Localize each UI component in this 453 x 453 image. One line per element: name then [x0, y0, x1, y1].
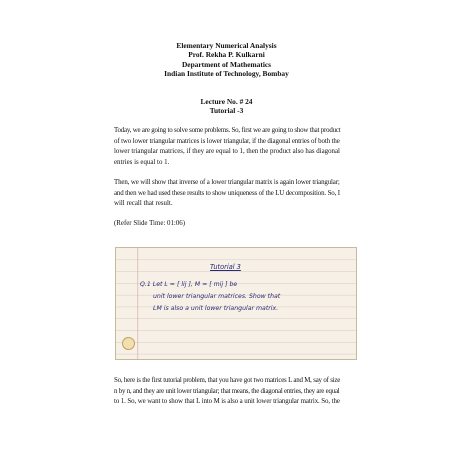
paragraph-line: and then we had used these results to show uniqueness of the LU decomposition. So, I: [114, 189, 340, 197]
slide-line-3: LM is also a unit lower triangular matrix.: [153, 305, 279, 312]
tutorial-number: Tutorial -3: [209, 106, 244, 116]
lecture-heading: [0, 97, 453, 116]
paragraph-line: Today, we are going to solve some problems. So, first we are going to show that product: [114, 127, 341, 134]
lecture-number: Lecture No. # 24: [200, 97, 253, 106]
lecture-slide-image: [115, 247, 357, 360]
instructor-name: Prof. Rekha P. Kulkarni: [188, 50, 265, 60]
paragraph-line: of two lower triangular matrices is lower triangular, if the diagonal entries of both the: [114, 137, 340, 145]
slide-title: Tutorial 3: [210, 263, 241, 271]
slide-line-1: Q.1 Let L = [ lij ], M = [ mij ] be: [140, 281, 238, 288]
paragraph-line: will recall that result.: [114, 200, 173, 208]
department-name: Department of Mathematics: [181, 59, 272, 69]
paragraph-line: to 1. So, we want to show that L into M is also a unit lower triangular matrix. So, the: [114, 398, 340, 406]
refer-slide-time: (Refer Slide Time: 01:06): [114, 220, 186, 227]
slide-line-2: unit lower triangular matrices. Show that: [153, 293, 281, 300]
paragraph-line: n by n, and they are unit lower triangular; that means, the diagonal entries, they are equal: [114, 387, 340, 395]
paragraph-line: Then, we will show that inverse of a lower triangular matrix is again lower triangular;: [114, 179, 340, 186]
slide-logo-icon: [122, 337, 135, 350]
paragraph-line: lower triangular matrices, if they are equal to 1, then the product also has diagonal: [114, 148, 340, 156]
paragraph-line: entries is equal to 1.: [114, 158, 170, 166]
paragraph-line: So, here is the first tutorial problem, that you have got two matrices L and M, say of size: [114, 377, 341, 384]
course-title: Elementary Numerical Analysis: [176, 41, 277, 50]
document-header: [0, 41, 453, 79]
paragraph-intro: [114, 126, 340, 168]
paragraph-problem: [114, 376, 340, 408]
institute-name: Indian Institute of Technology, Bombay: [164, 69, 289, 79]
paragraph-inverse: [114, 178, 340, 210]
